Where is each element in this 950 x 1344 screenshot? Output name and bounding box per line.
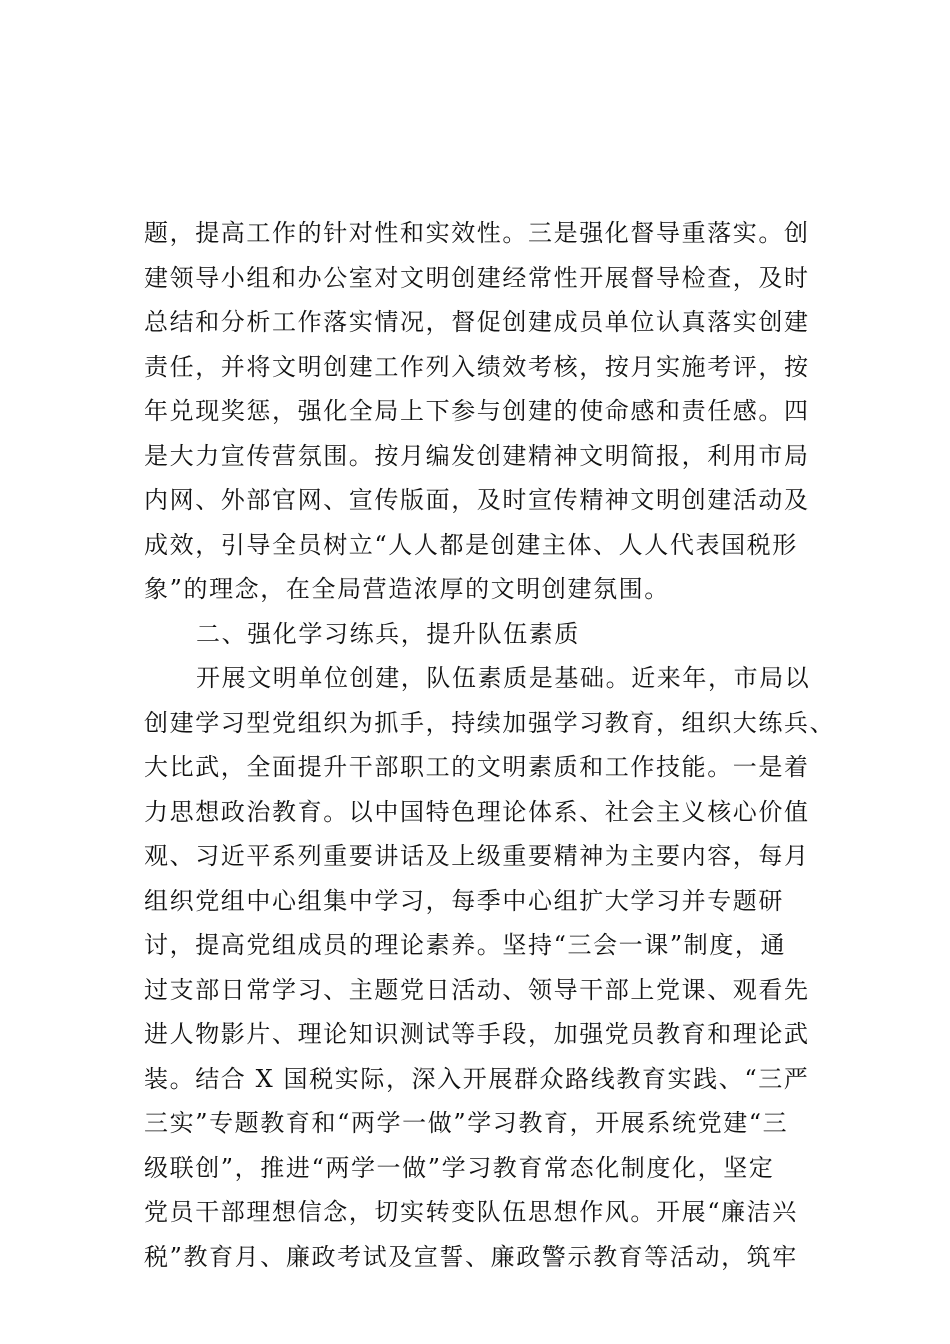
- text-line: 创建学习型党组织为抓手，持续加强学习教育，组织大练兵、: [144, 708, 836, 737]
- text-line: 内网、外部官网、宣传版面，及时宣传精神文明创建活动及: [144, 486, 810, 514]
- text-line: 是大力宣传营氛围。按月编发创建精神文明简报，利用市局: [144, 441, 810, 470]
- text-line: 象”的理念，在全局营造浓厚的文明创建氛围。: [144, 575, 670, 603]
- text-line: 税”教育月、廉政考试及宣誓、廉政警示教育等活动，筑牢: [144, 1242, 798, 1271]
- text-line: 三实”专题教育和“两学一做”学习教育，开展系统党建“三: [144, 1109, 789, 1137]
- text-line: 力思想政治教育。以中国特色理论体系、社会主义核心价值: [144, 797, 810, 826]
- text-line: 责任，并将文明创建工作列入绩效考核，按月实施考评，按: [144, 352, 810, 381]
- text-line: 党员干部理想信念，切实转变队伍思想作风。开展“廉洁兴: [144, 1198, 798, 1226]
- text-line: 装。结合 X 国税实际，深入开展群众路线教育实践、“三严: [144, 1064, 810, 1093]
- text-line: 组织党组中心组集中学习，每季中心组扩大学习并专题研: [144, 886, 784, 915]
- text-line: 建领导小组和办公室对文明创建经常性开展督导检查，及时: [144, 263, 810, 292]
- text-line: 进人物影片、理论知识测试等手段，加强党员教育和理论武: [144, 1020, 810, 1048]
- text-line: 总结和分析工作落实情况，督促创建成员单位认真落实创建: [144, 308, 810, 336]
- paragraph-first-line: 开展文明单位创建，队伍素质是基础。近来年，市局以: [196, 664, 811, 692]
- text-line: 成效，引导全员树立“人人都是创建主体、人人代表国税形: [144, 530, 798, 559]
- text-line: 年兑现奖惩，强化全局上下参与创建的使命感和责任感。四: [144, 397, 810, 425]
- text-line: 观、习近平系列重要讲话及上级重要精神为主要内容，每月: [144, 842, 810, 870]
- text-line: 讨，提高党组成员的理论素养。坚持“三会一课”制度，通: [144, 931, 787, 959]
- section-heading: 二、强化学习练兵，提升队伍素质: [196, 619, 580, 648]
- text-line: 过支部日常学习、主题党日活动、领导干部上党课、观看先: [144, 975, 810, 1004]
- document-body: [144, 211, 844, 1279]
- text-line: 题，提高工作的针对性和实效性。三是强化督导重落实。创: [144, 219, 810, 247]
- text-line: 级联创”，推进“两学一做”学习教育常态化制度化，坚定: [144, 1153, 775, 1182]
- text-line: 大比武，全面提升干部职工的文明素质和工作技能。一是着: [144, 753, 810, 781]
